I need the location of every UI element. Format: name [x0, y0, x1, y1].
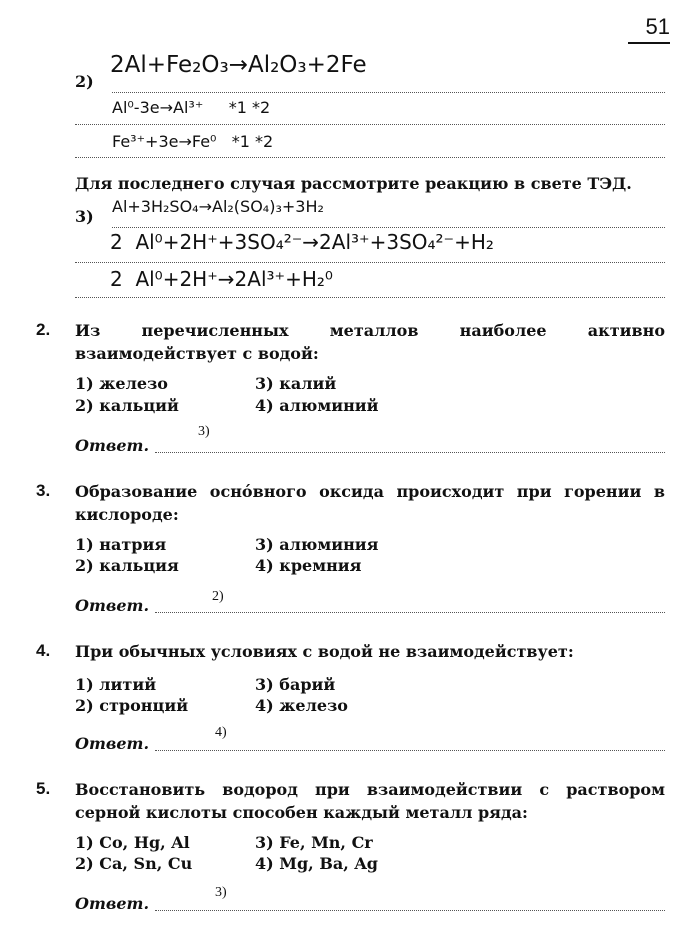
question-number: 5.: [36, 779, 51, 798]
option: 3) Fe, Mn, Cr: [255, 833, 373, 852]
answer-label: Ответ.: [75, 894, 150, 913]
option: 3) алюминия: [255, 535, 379, 554]
option: 4) Mg, Ba, Ag: [255, 854, 378, 873]
answer-label: Ответ.: [75, 596, 150, 615]
question-number: 2.: [36, 320, 51, 339]
option: 1) Co, Hg, Al: [75, 833, 190, 852]
dotted-line: [75, 297, 665, 298]
equation-line: 2Al+Fe₂O₃→Al₂O₃+2Fe: [110, 52, 367, 78]
answer-line: [155, 452, 665, 453]
option: 4) кремния: [255, 556, 362, 575]
equation-line: Al⁰-3e→Al³⁺ *1 *2: [112, 98, 271, 117]
question-text: Образование оснóвного оксида происходит при горении в кислороде:: [75, 482, 665, 524]
question-text: Из перечисленных металлов наиболее активно взаимодействует с водой:: [75, 321, 665, 363]
question-text: Восстановить водород при взаимодействии с раствором серной кислоты способен каждый металл ряда:: [75, 780, 665, 822]
dotted-line: [112, 92, 665, 93]
equation-line: Fe³⁺+3e→Fe⁰ *1 *2: [112, 132, 274, 151]
handwritten-answer: 2): [212, 589, 224, 604]
question-text: При обычных условиях с водой не взаимодействует:: [75, 642, 574, 661]
dotted-line: [75, 124, 665, 125]
option: 2) кальция: [75, 556, 179, 575]
option: 2) Ca, Sn, Cu: [75, 854, 193, 873]
option: 3) калий: [255, 374, 337, 393]
item-2-label: 2): [75, 72, 94, 91]
equation-line: 2 Al⁰+2H⁺→2Al³⁺+H₂⁰: [110, 267, 333, 291]
answer-label: Ответ.: [75, 734, 150, 753]
note-text: Для последнего случая рассмотрите реакцию в свете ТЭД.: [75, 174, 632, 193]
option: 4) железо: [255, 696, 348, 715]
answer-line: [155, 910, 665, 911]
answer-line: [155, 750, 665, 751]
option: 2) стронций: [75, 696, 189, 715]
page-number: 51: [628, 14, 670, 44]
answer-line: [155, 612, 665, 613]
option: 4) алюминий: [255, 396, 379, 415]
option: 1) железо: [75, 374, 168, 393]
dotted-line: [112, 227, 665, 228]
option: 1) натрия: [75, 535, 167, 554]
handwritten-answer: 4): [215, 725, 227, 740]
option: 3) барий: [255, 675, 336, 694]
option: 2) кальций: [75, 396, 179, 415]
handwritten-answer: 3): [215, 885, 227, 900]
equation-line: 2 Al⁰+2H⁺+3SO₄²⁻→2Al³⁺+3SO₄²⁻+H₂: [110, 230, 494, 254]
answer-label: Ответ.: [75, 436, 150, 455]
equation-line: Al+3H₂SO₄→Al₂(SO₄)₃+3H₂: [112, 197, 324, 216]
item-3-label: 3): [75, 207, 94, 226]
handwritten-answer: 3): [198, 424, 210, 439]
question-number: 3.: [36, 481, 51, 500]
question-number: 4.: [36, 641, 51, 660]
dotted-line: [75, 157, 665, 158]
option: 1) литий: [75, 675, 157, 694]
dotted-line: [75, 262, 665, 263]
